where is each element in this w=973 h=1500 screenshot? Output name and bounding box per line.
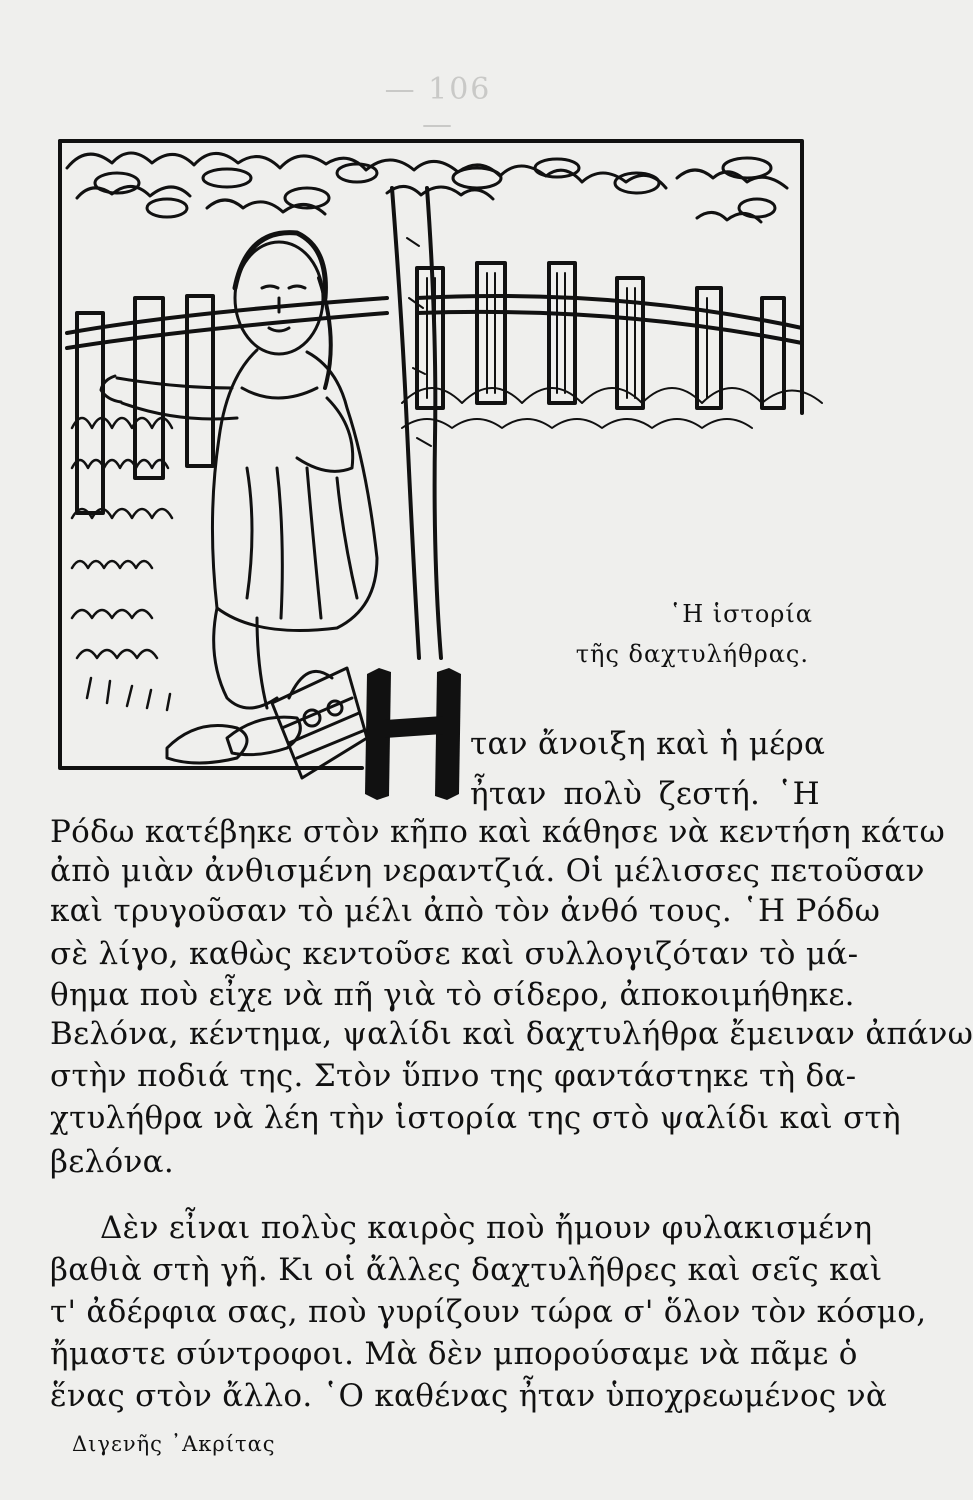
text-line: ἤμαστε σύντροφοι. Μὰ δὲν μπορούσαμε νὰ πᾶμε ὁ [50, 1336, 858, 1372]
text-line: Δὲν εἶναι πολὺς καιρὸς ποὺ ἤμουν φυλακισμένη [100, 1210, 873, 1246]
text-line: τ' ἀδέρφια σας, ποὺ γυρίζουν τώρα σ' ὅλον τὸν κόσμο, [50, 1294, 927, 1330]
drop-cap-letter [365, 668, 463, 800]
text-line: χτυλήθρα νὰ λέη τὴν ἱστορία της στὸ ψαλίδι καὶ στὴ [50, 1100, 901, 1136]
section-title-line1: ῾Η ἱστορία [669, 600, 813, 628]
text-line: βελόνα. [50, 1144, 175, 1180]
text-line: σὲ λίγο, καθὼς κεντοῦσε καὶ συλλογιζόταν τὸ μά- [50, 936, 859, 972]
page-number: — 106 — [384, 72, 492, 142]
text-line: βαθιὰ στὴ γῆ. Κι οἱ ἄλλες δαχτυλῆθρες καὶ σεῖς καὶ [50, 1252, 883, 1288]
text-line: ἦταν πολὺ ζεστή. ῾Η [470, 776, 820, 812]
footer-signature: Διγενῆς ᾿Ακρίτας [72, 1432, 276, 1456]
text-line: στὴν ποδιά της. Στὸν ὕπνο της φαντάστηκε τὴ δα- [50, 1058, 857, 1094]
text-line: ἕνας στὸν ἄλλο. ῾Ο καθένας ἦταν ὑποχρεωμένος νὰ [50, 1378, 888, 1414]
section-title-line2: τῆς δαχτυλήθρας. [575, 640, 809, 668]
text-line: Βελόνα, κέντημα, ψαλίδι καὶ δαχτυλήθρα ἔμειναν ἀπάνω [50, 1016, 973, 1052]
text-line: καὶ τρυγοῦσαν τὸ μέλι ἀπὸ τὸν ἀνθό τους. ῾Η Ρόδω [50, 893, 881, 929]
text-line: θημα ποὺ εἶχε νὰ πῆ γιὰ τὸ σίδερο, ἀποκοιμήθηκε. [50, 977, 855, 1013]
text-line: Ρόδω κατέβηκε στὸν κῆπο καὶ κάθησε νὰ κεντήση κάτω [50, 814, 946, 850]
text-line: ταν ἄνοιξη καὶ ἡ μέρα [470, 726, 826, 762]
text-line: ἀπὸ μιὰν ἀνθισμένη νεραντζιά. Οἱ μέλισσες πετοῦσαν [50, 853, 925, 889]
